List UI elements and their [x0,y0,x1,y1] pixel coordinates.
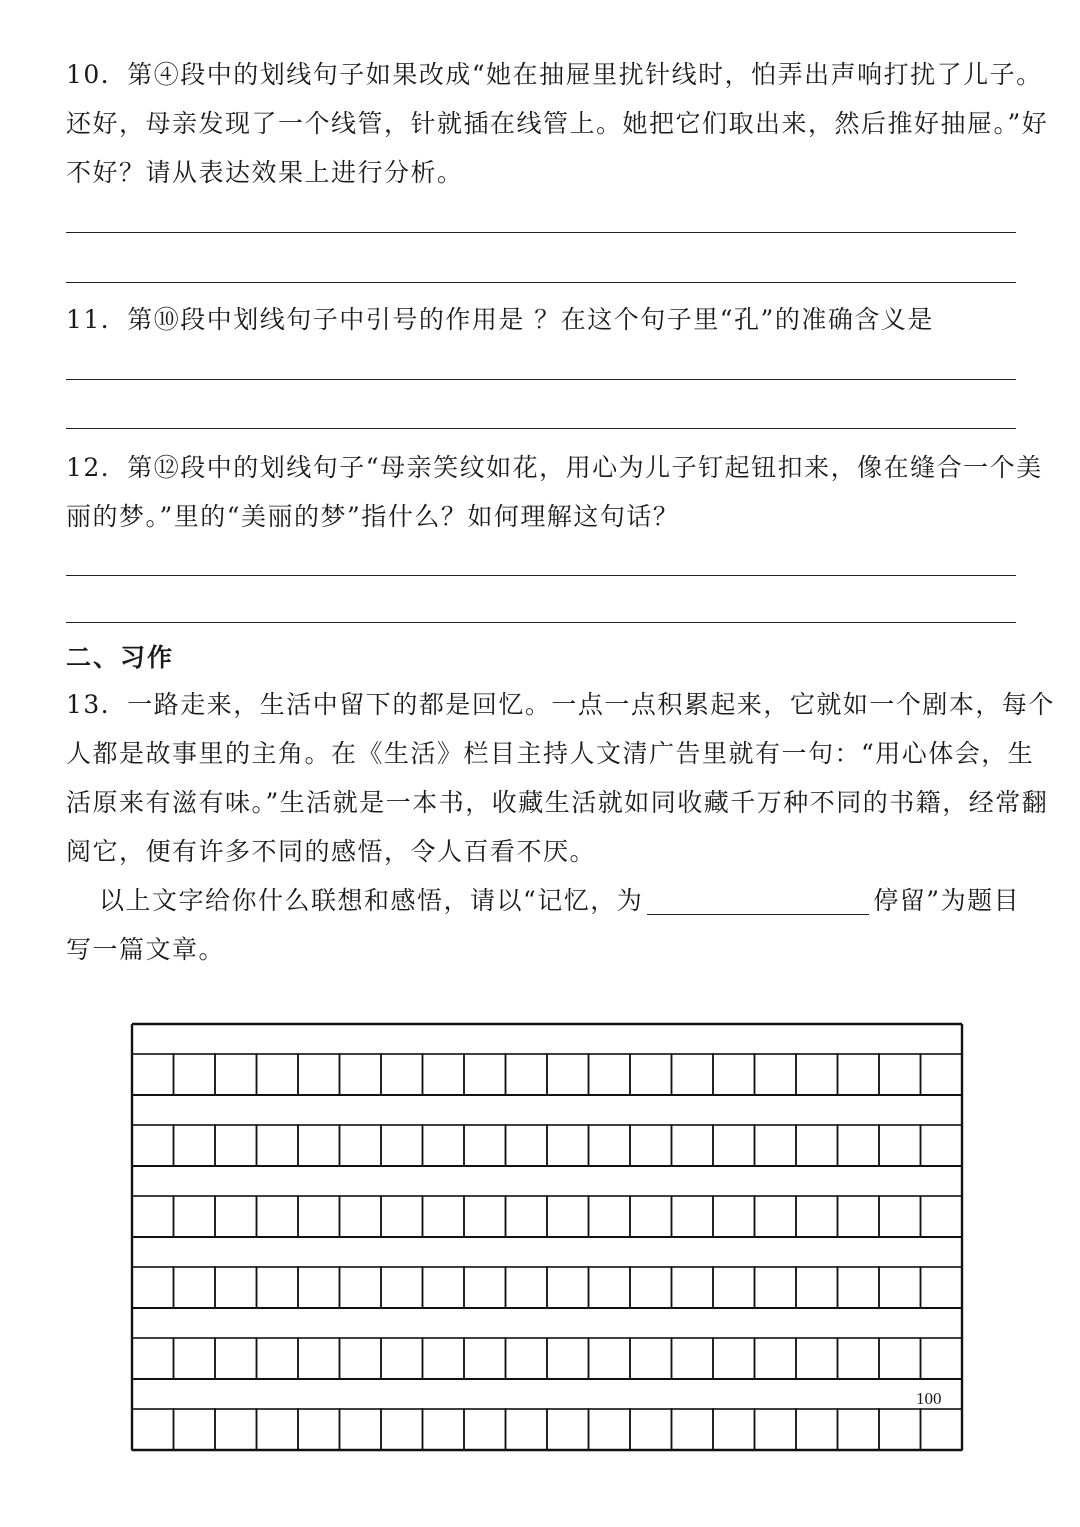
grid-cell[interactable] [630,1054,672,1095]
question-13-line: 阅它，便有许多不同的感悟，令人百看不厌。 [66,837,597,866]
grid-cell[interactable] [838,1267,880,1308]
grid-cell[interactable] [838,1409,880,1450]
grid-cell[interactable] [298,1054,340,1095]
grid-cell[interactable] [755,1267,797,1308]
grid-cell[interactable] [879,1409,921,1450]
grid-cell[interactable] [589,1054,631,1095]
grid-cell[interactable] [174,1054,216,1095]
grid-cell[interactable] [381,1196,423,1237]
grid-cell[interactable] [132,1196,174,1237]
grid-cell[interactable] [921,1338,963,1379]
grid-cell[interactable] [381,1409,423,1450]
grid-cell[interactable] [464,1054,506,1095]
grid-cell[interactable] [755,1409,797,1450]
grid-cell[interactable] [672,1267,714,1308]
grid-cell[interactable] [298,1338,340,1379]
grid-cell[interactable] [132,1125,174,1166]
grid-cell[interactable] [796,1338,838,1379]
grid-cell[interactable] [755,1338,797,1379]
grid-cell[interactable] [630,1267,672,1308]
grid-cell[interactable] [174,1125,216,1166]
grid-cell[interactable] [838,1125,880,1166]
grid-cell[interactable] [215,1125,257,1166]
grid-cell[interactable] [132,1054,174,1095]
grid-cell[interactable] [796,1196,838,1237]
grid-cell[interactable] [879,1196,921,1237]
grid-cell[interactable] [589,1409,631,1450]
grid-cell[interactable] [257,1054,299,1095]
grid-cell[interactable] [506,1196,548,1237]
grid-cell[interactable] [547,1054,589,1095]
grid-cell[interactable] [672,1338,714,1379]
question-13-line: 13．一路走来，生活中留下的都是回忆。一点一点积累起来，它就如一个剧本，每个 [66,690,1055,719]
grid-cell[interactable] [423,1338,465,1379]
grid-cell[interactable] [713,1267,755,1308]
grid-cell[interactable] [257,1125,299,1166]
grid-cell[interactable] [547,1125,589,1166]
grid-cell[interactable] [174,1196,216,1237]
question-11-line: 11．第⑩段中划线句子中引号的作用是 ？在这个句子里“孔”的准确含义是 [66,305,934,334]
grid-cell[interactable] [755,1125,797,1166]
grid-cell[interactable] [589,1267,631,1308]
grid-cell[interactable] [713,1125,755,1166]
grid-cell[interactable] [589,1125,631,1166]
question-13-line: 人都是故事里的主角。在《生活》栏目主持人文清广告里就有一句：“用心体会，生 [66,739,1035,768]
grid-cell[interactable] [713,1196,755,1237]
grid-cell[interactable] [132,1409,174,1450]
grid-cell[interactable] [340,1338,382,1379]
grid-cell[interactable] [547,1409,589,1450]
section-heading: 二、习作 [66,643,175,672]
grid-cell[interactable] [547,1267,589,1308]
question-12-line: 丽的梦。”里的“美丽的梦”指什么？如何理解这句话？ [66,502,680,531]
grid-cell[interactable] [672,1125,714,1166]
grid-cell[interactable] [921,1196,963,1237]
grid-cell[interactable] [174,1338,216,1379]
grid-cell[interactable] [672,1409,714,1450]
grid-cell[interactable] [630,1409,672,1450]
grid-cell[interactable] [630,1196,672,1237]
grid-cell[interactable] [132,1338,174,1379]
grid-cell[interactable] [838,1338,880,1379]
grid-cell[interactable] [755,1054,797,1095]
grid-cell[interactable] [838,1054,880,1095]
prompt-text-after: 停留”为题目 [873,886,1021,915]
question-13-line: 活原来有滋有味。”生活就是一本书，收藏生活就如同收藏千万种不同的书籍，经常翻 [66,788,1049,817]
grid-cell[interactable] [298,1125,340,1166]
grid-cell[interactable] [755,1196,797,1237]
grid-cell[interactable] [215,1054,257,1095]
grid-cell[interactable] [298,1267,340,1308]
grid-cell[interactable] [423,1267,465,1308]
grid-cell[interactable] [257,1196,299,1237]
word-count-marker: 100 [916,1389,942,1408]
grid-cell[interactable] [921,1054,963,1095]
grid-cell[interactable] [381,1054,423,1095]
grid-cell[interactable] [672,1054,714,1095]
grid-cell[interactable] [879,1267,921,1308]
grid-cell[interactable] [340,1054,382,1095]
grid-cell[interactable] [464,1267,506,1308]
grid-cell[interactable] [879,1125,921,1166]
grid-cell[interactable] [340,1409,382,1450]
grid-cell[interactable] [340,1267,382,1308]
grid-cell[interactable] [713,1409,755,1450]
grid-cell[interactable] [298,1196,340,1237]
grid-cell[interactable] [796,1409,838,1450]
grid-cell[interactable] [340,1125,382,1166]
grid-cell[interactable] [796,1054,838,1095]
grid-cell[interactable] [838,1196,880,1237]
grid-cell[interactable] [921,1125,963,1166]
grid-cell[interactable] [506,1338,548,1379]
grid-cell[interactable] [630,1338,672,1379]
grid-cell[interactable] [423,1409,465,1450]
grid-cell[interactable] [713,1054,755,1095]
grid-cell[interactable] [423,1196,465,1237]
grid-cell[interactable] [506,1054,548,1095]
grid-cell[interactable] [506,1267,548,1308]
prompt-text-before: 以上文字给你什么联想和感悟，请以“记忆，为 [99,886,644,915]
question-10-line: 不好？请从表达效果上进行分析。 [66,158,464,187]
grid-cell[interactable] [547,1196,589,1237]
grid-cell[interactable] [796,1125,838,1166]
grid-cell[interactable] [298,1409,340,1450]
grid-cell[interactable] [381,1125,423,1166]
grid-cell[interactable] [464,1409,506,1450]
grid-cell[interactable] [879,1338,921,1379]
grid-cell[interactable] [630,1125,672,1166]
grid-cell[interactable] [215,1267,257,1308]
grid-cell[interactable] [215,1338,257,1379]
grid-cell[interactable] [174,1267,216,1308]
grid-cell[interactable] [879,1054,921,1095]
grid-cell[interactable] [506,1125,548,1166]
grid-cell[interactable] [257,1267,299,1308]
grid-cell[interactable] [796,1267,838,1308]
grid-cell[interactable] [464,1125,506,1166]
question-13-prompt-line2: 写一篇文章。 [66,935,226,964]
grid-cell[interactable] [713,1338,755,1379]
grid-cell[interactable] [423,1054,465,1095]
grid-cell[interactable] [340,1196,382,1237]
grid-cell[interactable] [257,1409,299,1450]
grid-cell[interactable] [257,1338,299,1379]
grid-cell[interactable] [215,1196,257,1237]
grid-cell[interactable] [589,1338,631,1379]
question-12-line: 12．第⑫段中的划线句子“母亲笑纹如花，用心为儿子钉起钮扣来，像在缝合一个美 [66,453,1043,482]
grid-cell[interactable] [464,1338,506,1379]
grid-cell[interactable] [672,1196,714,1237]
grid-cell[interactable] [921,1409,963,1450]
grid-cell[interactable] [381,1338,423,1379]
grid-cell[interactable] [547,1338,589,1379]
grid-cell[interactable] [381,1267,423,1308]
grid-cell[interactable] [215,1409,257,1450]
grid-cell[interactable] [921,1267,963,1308]
grid-cell[interactable] [506,1409,548,1450]
question-10-line: 还好，母亲发现了一个线管，针就插在线管上。她把它们取出来，然后推好抽屉。”好 [66,109,1049,138]
grid-cell[interactable] [464,1196,506,1237]
question-10-line: 10．第④段中的划线句子如果改成“她在抽屉里扰针线时，怕弄出声响打扰了儿子。 [66,60,1043,89]
grid-cell[interactable] [589,1196,631,1237]
grid-cell[interactable] [174,1409,216,1450]
grid-cell[interactable] [132,1267,174,1308]
grid-cell[interactable] [423,1125,465,1166]
